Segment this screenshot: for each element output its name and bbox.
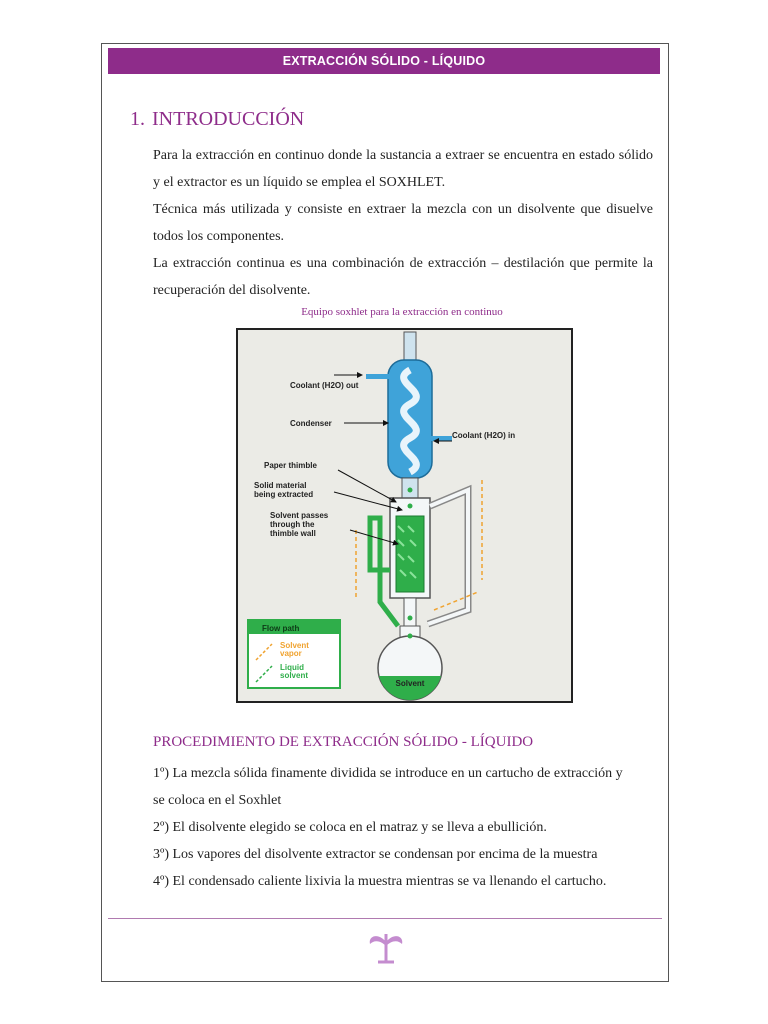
procedure-heading: PROCEDIMIENTO DE EXTRACCIÓN SÓLIDO - LÍQUIDO — [153, 734, 534, 750]
label-coolant-out: Coolant (H2O) out — [290, 381, 359, 390]
procedure-steps — [153, 760, 673, 895]
label-condenser: Condenser — [290, 419, 332, 428]
label-solid-material-2: being extracted — [254, 490, 314, 499]
coolant-in-port — [430, 436, 452, 441]
procedure-step: 2º) El disolvente elegido se coloca en el matraz y se lleva a ebullición. — [153, 820, 547, 835]
section-number: 1. — [130, 108, 145, 130]
label-solid-material-1: Solid material — [254, 481, 307, 490]
coolant-out-port — [366, 374, 390, 379]
legend-title: Flow path — [262, 624, 300, 633]
intro-paragraph-3: La extracción continua es una combinación de extracción – destilación que permite la recuperación del disolvente. — [153, 256, 653, 298]
procedure-step: 1º) La mezcla sólida finamente dividida se introduce en un cartucho de extracción y — [153, 766, 623, 781]
label-coolant-in: Coolant (H2O) in — [452, 431, 516, 440]
section-title: INTRODUCCIÓN — [152, 108, 305, 130]
intro-paragraph-2: Técnica más utilizada y consiste en extraer la mezcla con un disolvente que disuelve todos los componentes. — [153, 202, 653, 244]
legend-vapor-2: vapor — [280, 649, 302, 658]
footer-divider — [108, 918, 662, 919]
label-solvent-passes-3: thimble wall — [270, 529, 316, 538]
fleur-ornament-icon — [366, 928, 406, 964]
soxhlet-diagram — [238, 330, 571, 701]
figure-caption: Equipo soxhlet para la extracción en continuo — [301, 306, 503, 318]
label-solvent-passes-1: Solvent passes — [270, 511, 329, 520]
procedure-step: se coloca en el Soxhlet — [153, 793, 282, 808]
flask-label: Solvent — [395, 679, 425, 688]
label-paper-thimble: Paper thimble — [264, 461, 317, 470]
legend-vapor-1: Solvent — [280, 641, 309, 650]
label-solvent-passes-2: through the — [270, 520, 315, 529]
legend-liquid-2: solvent — [280, 671, 309, 680]
soxhlet-figure — [236, 328, 573, 703]
legend-liquid-1: Liquid — [280, 663, 304, 672]
procedure-step: 3º) Los vapores del disolvente extractor se condensan por encima de la muestra — [153, 847, 598, 862]
header-banner: EXTRACCIÓN SÓLIDO - LÍQUIDO — [108, 48, 660, 74]
document-page — [101, 43, 669, 982]
procedure-step: 4º) El condensado caliente lixivia la muestra mientras se va llenando el cartucho. — [153, 874, 607, 889]
intro-paragraph-1: Para la extracción en continuo donde la sustancia a extraer se encuentra en estado sólido y el extractor es un líquido se emplea el SOXHLET. — [153, 148, 653, 190]
section-heading — [130, 108, 304, 131]
